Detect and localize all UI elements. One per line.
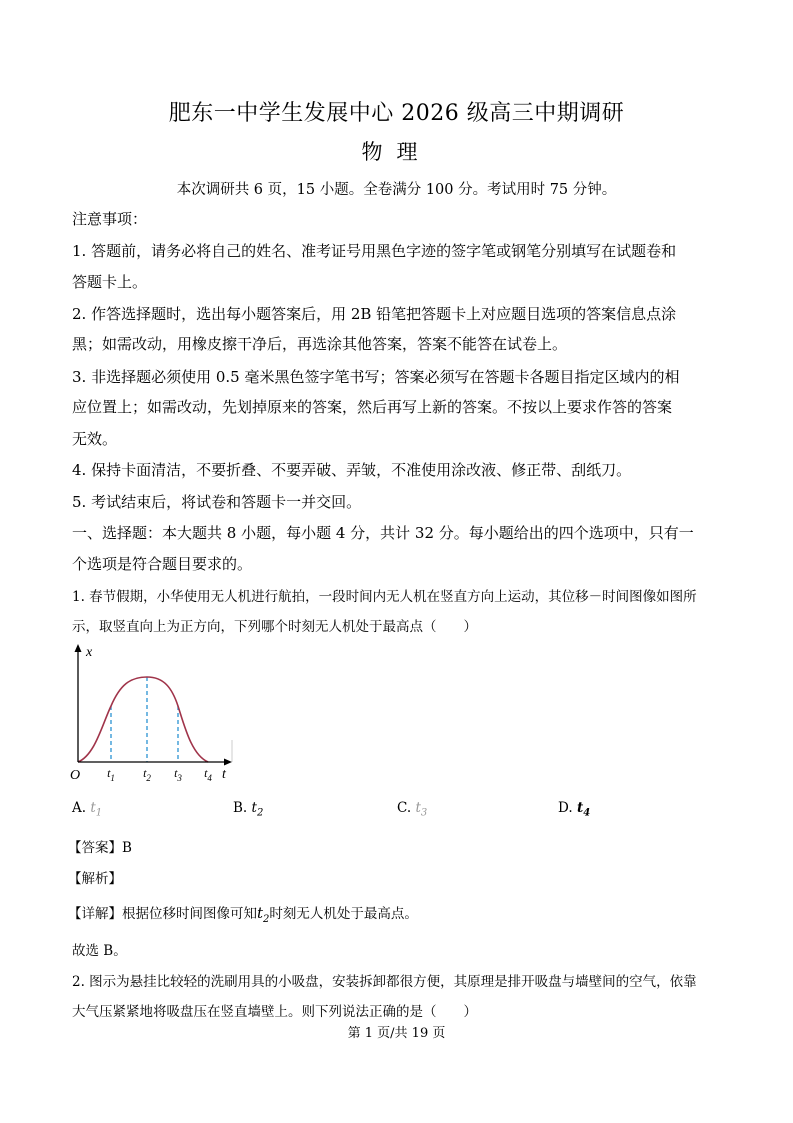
- displacement-curve: [78, 677, 208, 762]
- option-b: [233, 800, 263, 819]
- displacement-time-graph: [70, 640, 240, 785]
- detail-text: [68, 902, 418, 925]
- detail-post: 时刻无人机处于最高点。: [269, 906, 418, 922]
- option-var: t: [576, 800, 584, 816]
- notice-line: 3. 非选择题必须使用 0.5 毫米黑色签字笔书写；答案必须写在答题卡各题目指定区域内的相: [72, 368, 680, 386]
- question-1-stem-cont: 示，取竖直向上为正方向，下列哪个时刻无人机处于最高点（ ）: [72, 619, 477, 635]
- t-axis-arrow: [224, 759, 232, 766]
- option-var: t: [251, 800, 257, 816]
- tick-label-t2: $t_2$: [143, 766, 151, 783]
- x-axis-arrow: [75, 644, 82, 652]
- option-var: t: [415, 800, 421, 816]
- detail-sub: 2: [263, 914, 270, 925]
- notice-line: 4. 保持卡面清洁，不要折叠、不要弄破、弄皱，不准使用涂改液、修正带、刮纸刀。: [72, 461, 632, 479]
- notice-line: 2. 作答选择题时，选出每小题答案后，用 2B 铅笔把答题卡上对应题目选项的答案信息点涂: [72, 305, 677, 323]
- detail-pre: 【详解】根据位移时间图像可知: [68, 906, 257, 922]
- option-sub: 1: [95, 807, 103, 819]
- notice-heading: 注意事项：: [72, 210, 148, 228]
- question-2-stem: 2. 图示为悬挂比较轻的洗刷用具的小吸盘，安装拆卸都很方便，其原理是排开吸盘与墙壁间的空气，依靠: [72, 974, 697, 990]
- exam-info: 本次调研共 6 页，15 小题。全卷满分 100 分。考试用时 75 分钟。: [176, 182, 617, 198]
- tick-label-t4: $t_4$: [204, 766, 212, 783]
- question-1-stem: 1. 春节假期，小华使用无人机进行航拍，一段时间内无人机在竖直方向上运动，其位移－时间图像如图所: [72, 589, 697, 605]
- page-footer: 第 1 页/共 19 页: [347, 1026, 446, 1041]
- option-letter: A.: [72, 800, 87, 816]
- option-letter: C.: [397, 800, 412, 816]
- notice-line: 无效。: [72, 430, 118, 448]
- option-sub: 4: [583, 807, 591, 819]
- section-heading-cont: 个选项是符合题目要求的。: [72, 555, 253, 573]
- option-a: [72, 800, 102, 819]
- answer-label: 【答案】B: [68, 840, 132, 856]
- notice-line: 1. 答题前，请务必将自己的姓名、准考证号用黑色字迹的签字笔或钢笔分别填写在试题卷和: [72, 242, 677, 260]
- notice-line: 应位置上；如需改动，先划掉原来的答案，然后再写上新的答案。不按以上要求作答的答案: [72, 398, 673, 416]
- notice-line: 答题卡上。: [72, 273, 148, 291]
- option-letter: B.: [233, 800, 248, 816]
- detail-var: t: [257, 904, 264, 922]
- tick-label-t3: $t_3$: [174, 766, 182, 783]
- tick-label-t1: $t_1$: [107, 766, 115, 783]
- x-axis-label: x: [86, 645, 93, 660]
- option-letter: D.: [558, 800, 573, 816]
- question-2-stem-cont: 大气压紧紧地将吸盘压在竖直墙壁上。则下列说法正确的是（ ）: [72, 1004, 477, 1020]
- origin-label: O: [70, 768, 81, 783]
- notice-line: 5. 考试结束后，将试卷和答题卡一并交回。: [72, 493, 362, 511]
- option-sub: 2: [256, 807, 264, 819]
- option-sub: 3: [420, 807, 428, 819]
- notice-line: 黑；如需改动，用橡皮擦干净后，再选涂其他答案，答案不能答在试卷上。: [72, 335, 568, 353]
- t-axis-label: t: [222, 767, 226, 782]
- option-d: [558, 800, 590, 819]
- option-c: [397, 800, 427, 819]
- option-var: t: [90, 800, 96, 816]
- exam-title: 肥东一中学生发展中心 2026 级高三中期调研: [168, 101, 625, 126]
- analysis-label: 【解析】: [68, 871, 122, 887]
- section-heading: 一、选择题：本大题共 8 小题，每小题 4 分，共计 32 分。每小题给出的四个选项中，只有一: [72, 524, 694, 542]
- conclusion-text: 故选 B。: [72, 943, 127, 959]
- subject-title: 物理: [361, 140, 432, 164]
